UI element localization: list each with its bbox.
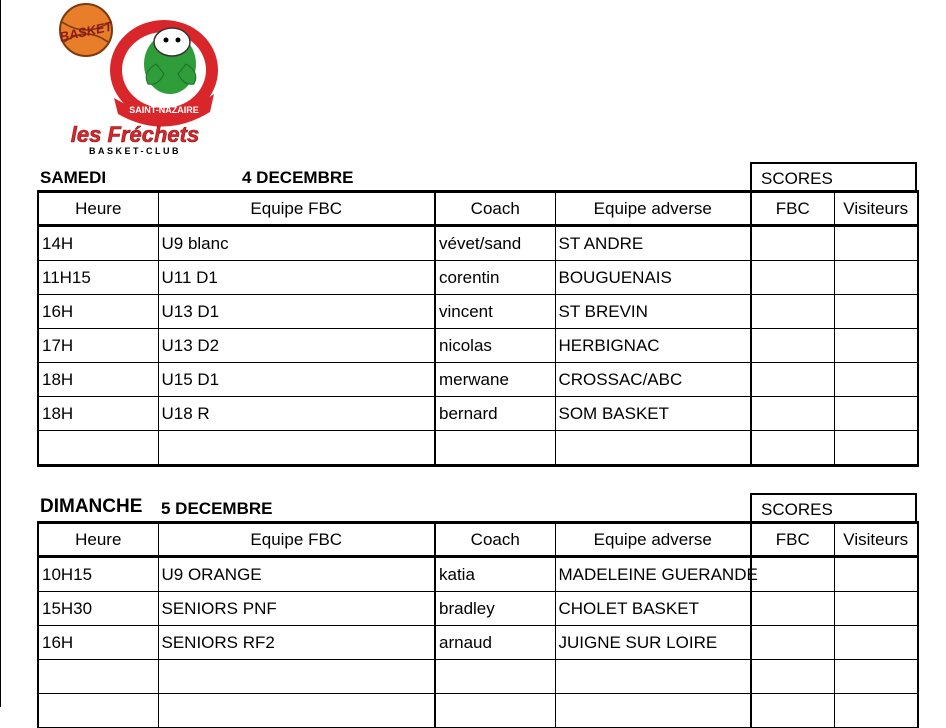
cell-coach: vincent bbox=[435, 295, 555, 329]
cell-team: U18 R bbox=[158, 397, 435, 431]
cell-score-visitors bbox=[834, 397, 918, 431]
logo-mascot-head bbox=[154, 28, 190, 56]
col-header-coach: Coach bbox=[435, 523, 555, 557]
cell-coach: katia bbox=[435, 557, 555, 592]
col-header-fbc: FBC bbox=[751, 523, 834, 557]
table-header-row bbox=[38, 192, 918, 226]
table-row bbox=[38, 295, 918, 329]
col-header-equipe-adverse: Equipe adverse bbox=[555, 192, 751, 226]
cell-time: 16H bbox=[38, 295, 158, 329]
sunday-scores-label: SCORES bbox=[750, 493, 917, 521]
cell-time: 14H bbox=[38, 226, 158, 261]
saturday-day: SAMEDI bbox=[40, 168, 107, 187]
cell-score-visitors bbox=[834, 431, 918, 466]
sunday-date: 5 DECEMBRE bbox=[161, 499, 273, 518]
cell-score-visitors bbox=[834, 261, 918, 295]
cell-score-fbc bbox=[751, 226, 834, 261]
table-row bbox=[38, 261, 918, 295]
cell-score-fbc bbox=[751, 431, 834, 466]
cell-opponent bbox=[555, 660, 751, 694]
cell-opponent: HERBIGNAC bbox=[555, 329, 751, 363]
cell-score-fbc bbox=[751, 660, 834, 694]
col-header-heure: Heure bbox=[38, 192, 158, 226]
cell-team bbox=[158, 660, 435, 694]
cell-time bbox=[38, 694, 158, 728]
cell-team bbox=[158, 431, 435, 466]
table-row bbox=[38, 557, 918, 592]
cell-score-visitors bbox=[834, 329, 918, 363]
cell-score-fbc bbox=[751, 592, 834, 626]
col-header-equipe-adverse: Equipe adverse bbox=[555, 523, 751, 557]
col-header-visiteurs: Visiteurs bbox=[834, 192, 918, 226]
cell-time: 16H bbox=[38, 626, 158, 660]
table-row bbox=[38, 694, 918, 728]
cell-opponent: MADELEINE GUERANDE bbox=[555, 557, 751, 592]
cell-opponent: BOUGUENAIS bbox=[555, 261, 751, 295]
cell-opponent: ST ANDRE bbox=[555, 226, 751, 261]
cell-time: 18H bbox=[38, 397, 158, 431]
cell-score-fbc bbox=[751, 397, 834, 431]
cell-opponent: SOM BASKET bbox=[555, 397, 751, 431]
cell-score-fbc bbox=[751, 557, 834, 592]
cell-coach: merwane bbox=[435, 363, 555, 397]
cell-time: 18H bbox=[38, 363, 158, 397]
cell-opponent bbox=[555, 431, 751, 466]
sunday-section bbox=[37, 493, 917, 728]
logo-mascot-eye bbox=[164, 38, 169, 43]
cell-team: U9 blanc bbox=[158, 226, 435, 261]
cell-time bbox=[38, 660, 158, 694]
table-row bbox=[38, 397, 918, 431]
cell-coach: corentin bbox=[435, 261, 555, 295]
cell-time: 10H15 bbox=[38, 557, 158, 592]
cell-score-visitors bbox=[834, 557, 918, 592]
col-header-fbc: FBC bbox=[751, 192, 834, 226]
logo-ribbon-text: SAINT-NAZAIRE bbox=[129, 105, 199, 115]
cell-score-visitors bbox=[834, 694, 918, 728]
cell-team: SENIORS PNF bbox=[158, 592, 435, 626]
table-row bbox=[38, 431, 918, 466]
cell-coach: vévet/sand bbox=[435, 226, 555, 261]
cell-team: U9 ORANGE bbox=[158, 557, 435, 592]
cell-team: SENIORS RF2 bbox=[158, 626, 435, 660]
sunday-day: DIMANCHE bbox=[40, 496, 143, 517]
club-logo bbox=[52, 2, 222, 158]
cell-coach: nicolas bbox=[435, 329, 555, 363]
logo-mascot-eye bbox=[176, 38, 181, 43]
sunday-schedule-table bbox=[37, 521, 919, 728]
saturday-section bbox=[37, 162, 917, 467]
cell-opponent: CROSSAC/ABC bbox=[555, 363, 751, 397]
cell-score-visitors bbox=[834, 295, 918, 329]
cell-opponent: JUIGNE SUR LOIRE bbox=[555, 626, 751, 660]
cell-score-fbc bbox=[751, 694, 834, 728]
cell-score-visitors bbox=[834, 592, 918, 626]
cell-coach: bradley bbox=[435, 592, 555, 626]
table-row bbox=[38, 363, 918, 397]
cell-team: U13 D2 bbox=[158, 329, 435, 363]
cell-coach: bernard bbox=[435, 397, 555, 431]
logo-ball-text: BASKET bbox=[58, 18, 114, 45]
table-row bbox=[38, 329, 918, 363]
page-left-border bbox=[0, 0, 1, 707]
cell-score-visitors bbox=[834, 226, 918, 261]
saturday-schedule-table bbox=[37, 190, 919, 467]
cell-score-visitors bbox=[834, 363, 918, 397]
cell-score-fbc bbox=[751, 329, 834, 363]
cell-score-fbc bbox=[751, 626, 834, 660]
sunday-title-row bbox=[37, 493, 917, 521]
cell-time bbox=[38, 431, 158, 466]
table-row bbox=[38, 592, 918, 626]
saturday-title-row bbox=[37, 162, 917, 190]
table-row bbox=[38, 226, 918, 261]
cell-team bbox=[158, 694, 435, 728]
cell-time: 17H bbox=[38, 329, 158, 363]
col-header-equipe-fbc: Equipe FBC bbox=[158, 523, 435, 557]
cell-coach bbox=[435, 660, 555, 694]
cell-team: U11 D1 bbox=[158, 261, 435, 295]
table-row bbox=[38, 626, 918, 660]
logo-club-sub: BASKET-CLUB bbox=[89, 146, 181, 156]
cell-coach bbox=[435, 431, 555, 466]
col-header-visiteurs: Visiteurs bbox=[834, 523, 918, 557]
table-row bbox=[38, 660, 918, 694]
cell-team: U15 D1 bbox=[158, 363, 435, 397]
cell-score-fbc bbox=[751, 261, 834, 295]
col-header-coach: Coach bbox=[435, 192, 555, 226]
cell-score-visitors bbox=[834, 626, 918, 660]
cell-time: 15H30 bbox=[38, 592, 158, 626]
table-header-row bbox=[38, 523, 918, 557]
saturday-scores-label: SCORES bbox=[750, 162, 917, 190]
cell-score-fbc bbox=[751, 363, 834, 397]
cell-score-visitors bbox=[834, 660, 918, 694]
logo-club-name: les Fréchets bbox=[70, 122, 200, 147]
cell-opponent: CHOLET BASKET bbox=[555, 592, 751, 626]
cell-coach: arnaud bbox=[435, 626, 555, 660]
cell-opponent bbox=[555, 694, 751, 728]
cell-team: U13 D1 bbox=[158, 295, 435, 329]
cell-score-fbc bbox=[751, 295, 834, 329]
col-header-heure: Heure bbox=[38, 523, 158, 557]
cell-time: 11H15 bbox=[38, 261, 158, 295]
cell-coach bbox=[435, 694, 555, 728]
col-header-equipe-fbc: Equipe FBC bbox=[158, 192, 435, 226]
cell-opponent: ST BREVIN bbox=[555, 295, 751, 329]
saturday-date: 4 DECEMBRE bbox=[242, 168, 354, 187]
